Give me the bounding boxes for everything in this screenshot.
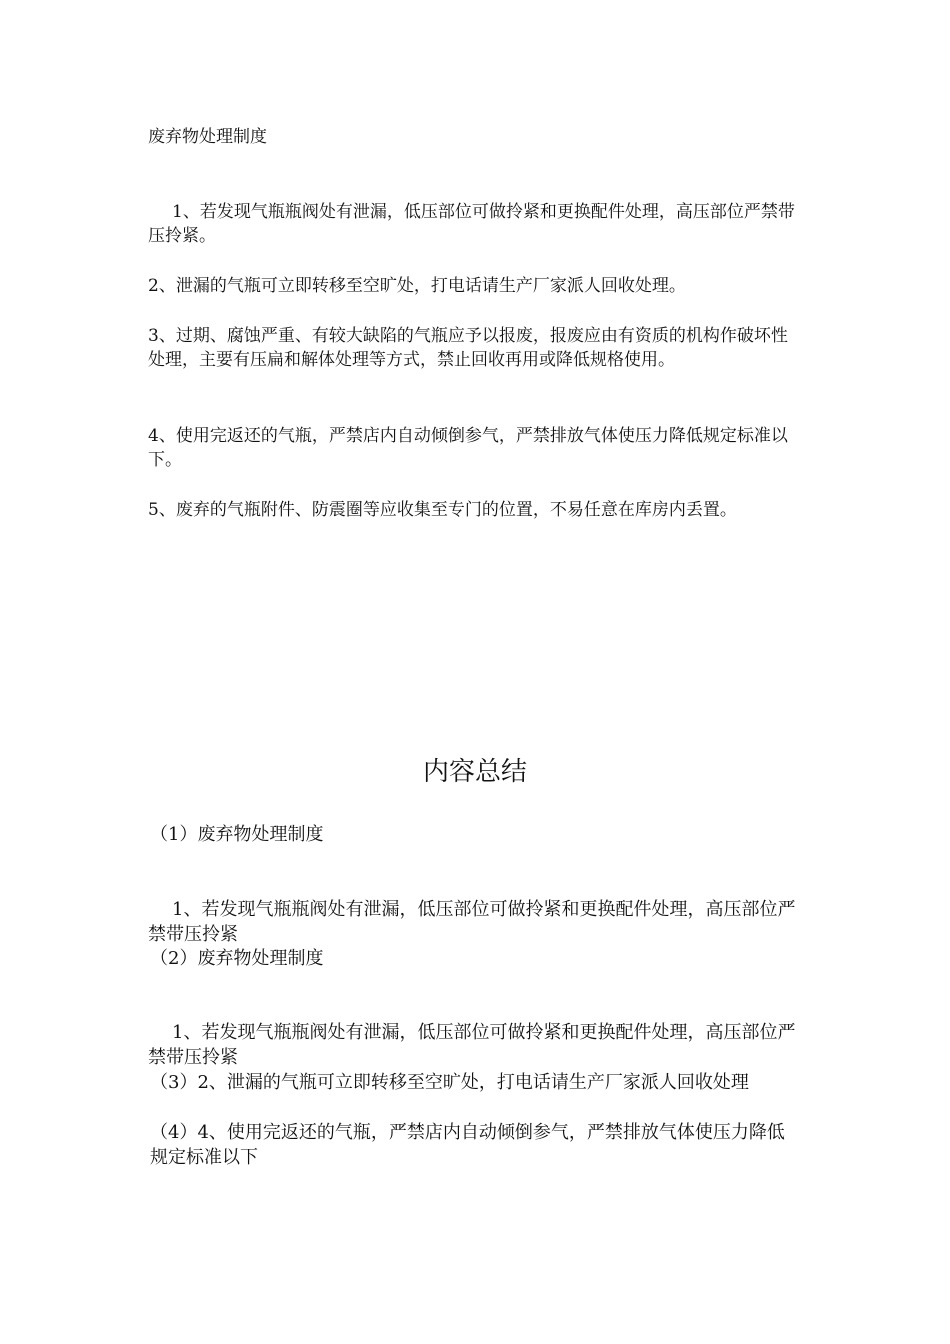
rule-item-5: 5、废弃的气瓶附件、防震圈等应收集至专门的位置，不易任意在库房内丢置。 — [148, 500, 737, 520]
summary-line-1: （1）废弃物处理制度 — [150, 824, 324, 845]
rule-item-1: 1、若发现气瓶瓶阀处有泄漏，低压部位可做拎紧和更换配件处理，高压部位严禁带压拎紧。 — [148, 202, 795, 246]
summary-line-6: （4）4、使用完返还的气瓶，严禁店内自动倾倒参气，严禁排放气体使压力降低规定标准以下 — [150, 1122, 785, 1168]
rule-item-2: 2、泄漏的气瓶可立即转移至空旷处，打电话请生产厂家派人回收处理。 — [148, 276, 686, 296]
summary-heading: 内容总结 — [422, 757, 527, 787]
summary-line-3: （2）废弃物处理制度 — [150, 948, 324, 969]
rule-item-3: 3、过期、腐蚀严重、有较大缺陷的气瓶应予以报废，报废应由有资质的机构作破坏性处理，主要有压扁和解体处理等方式，禁止回收再用或降低规格使用。 — [148, 326, 788, 370]
summary-line-4: 1、若发现气瓶瓶阀处有泄漏，低压部位可做拎紧和更换配件处理，高压部位严禁带压拎紧 — [148, 1022, 796, 1068]
rule-item-4: 4、使用完返还的气瓶，严禁店内自动倾倒参气，严禁排放气体使压力降低规定标准以下。 — [148, 426, 788, 470]
summary-line-2: 1、若发现气瓶瓶阀处有泄漏，低压部位可做拎紧和更换配件处理，高压部位严禁带压拎紧 — [148, 899, 796, 945]
summary-line-5: （3）2、泄漏的气瓶可立即转移至空旷处，打电话请生产厂家派人回收处理 — [150, 1072, 749, 1093]
document-title: 废弃物处理制度 — [148, 127, 267, 147]
